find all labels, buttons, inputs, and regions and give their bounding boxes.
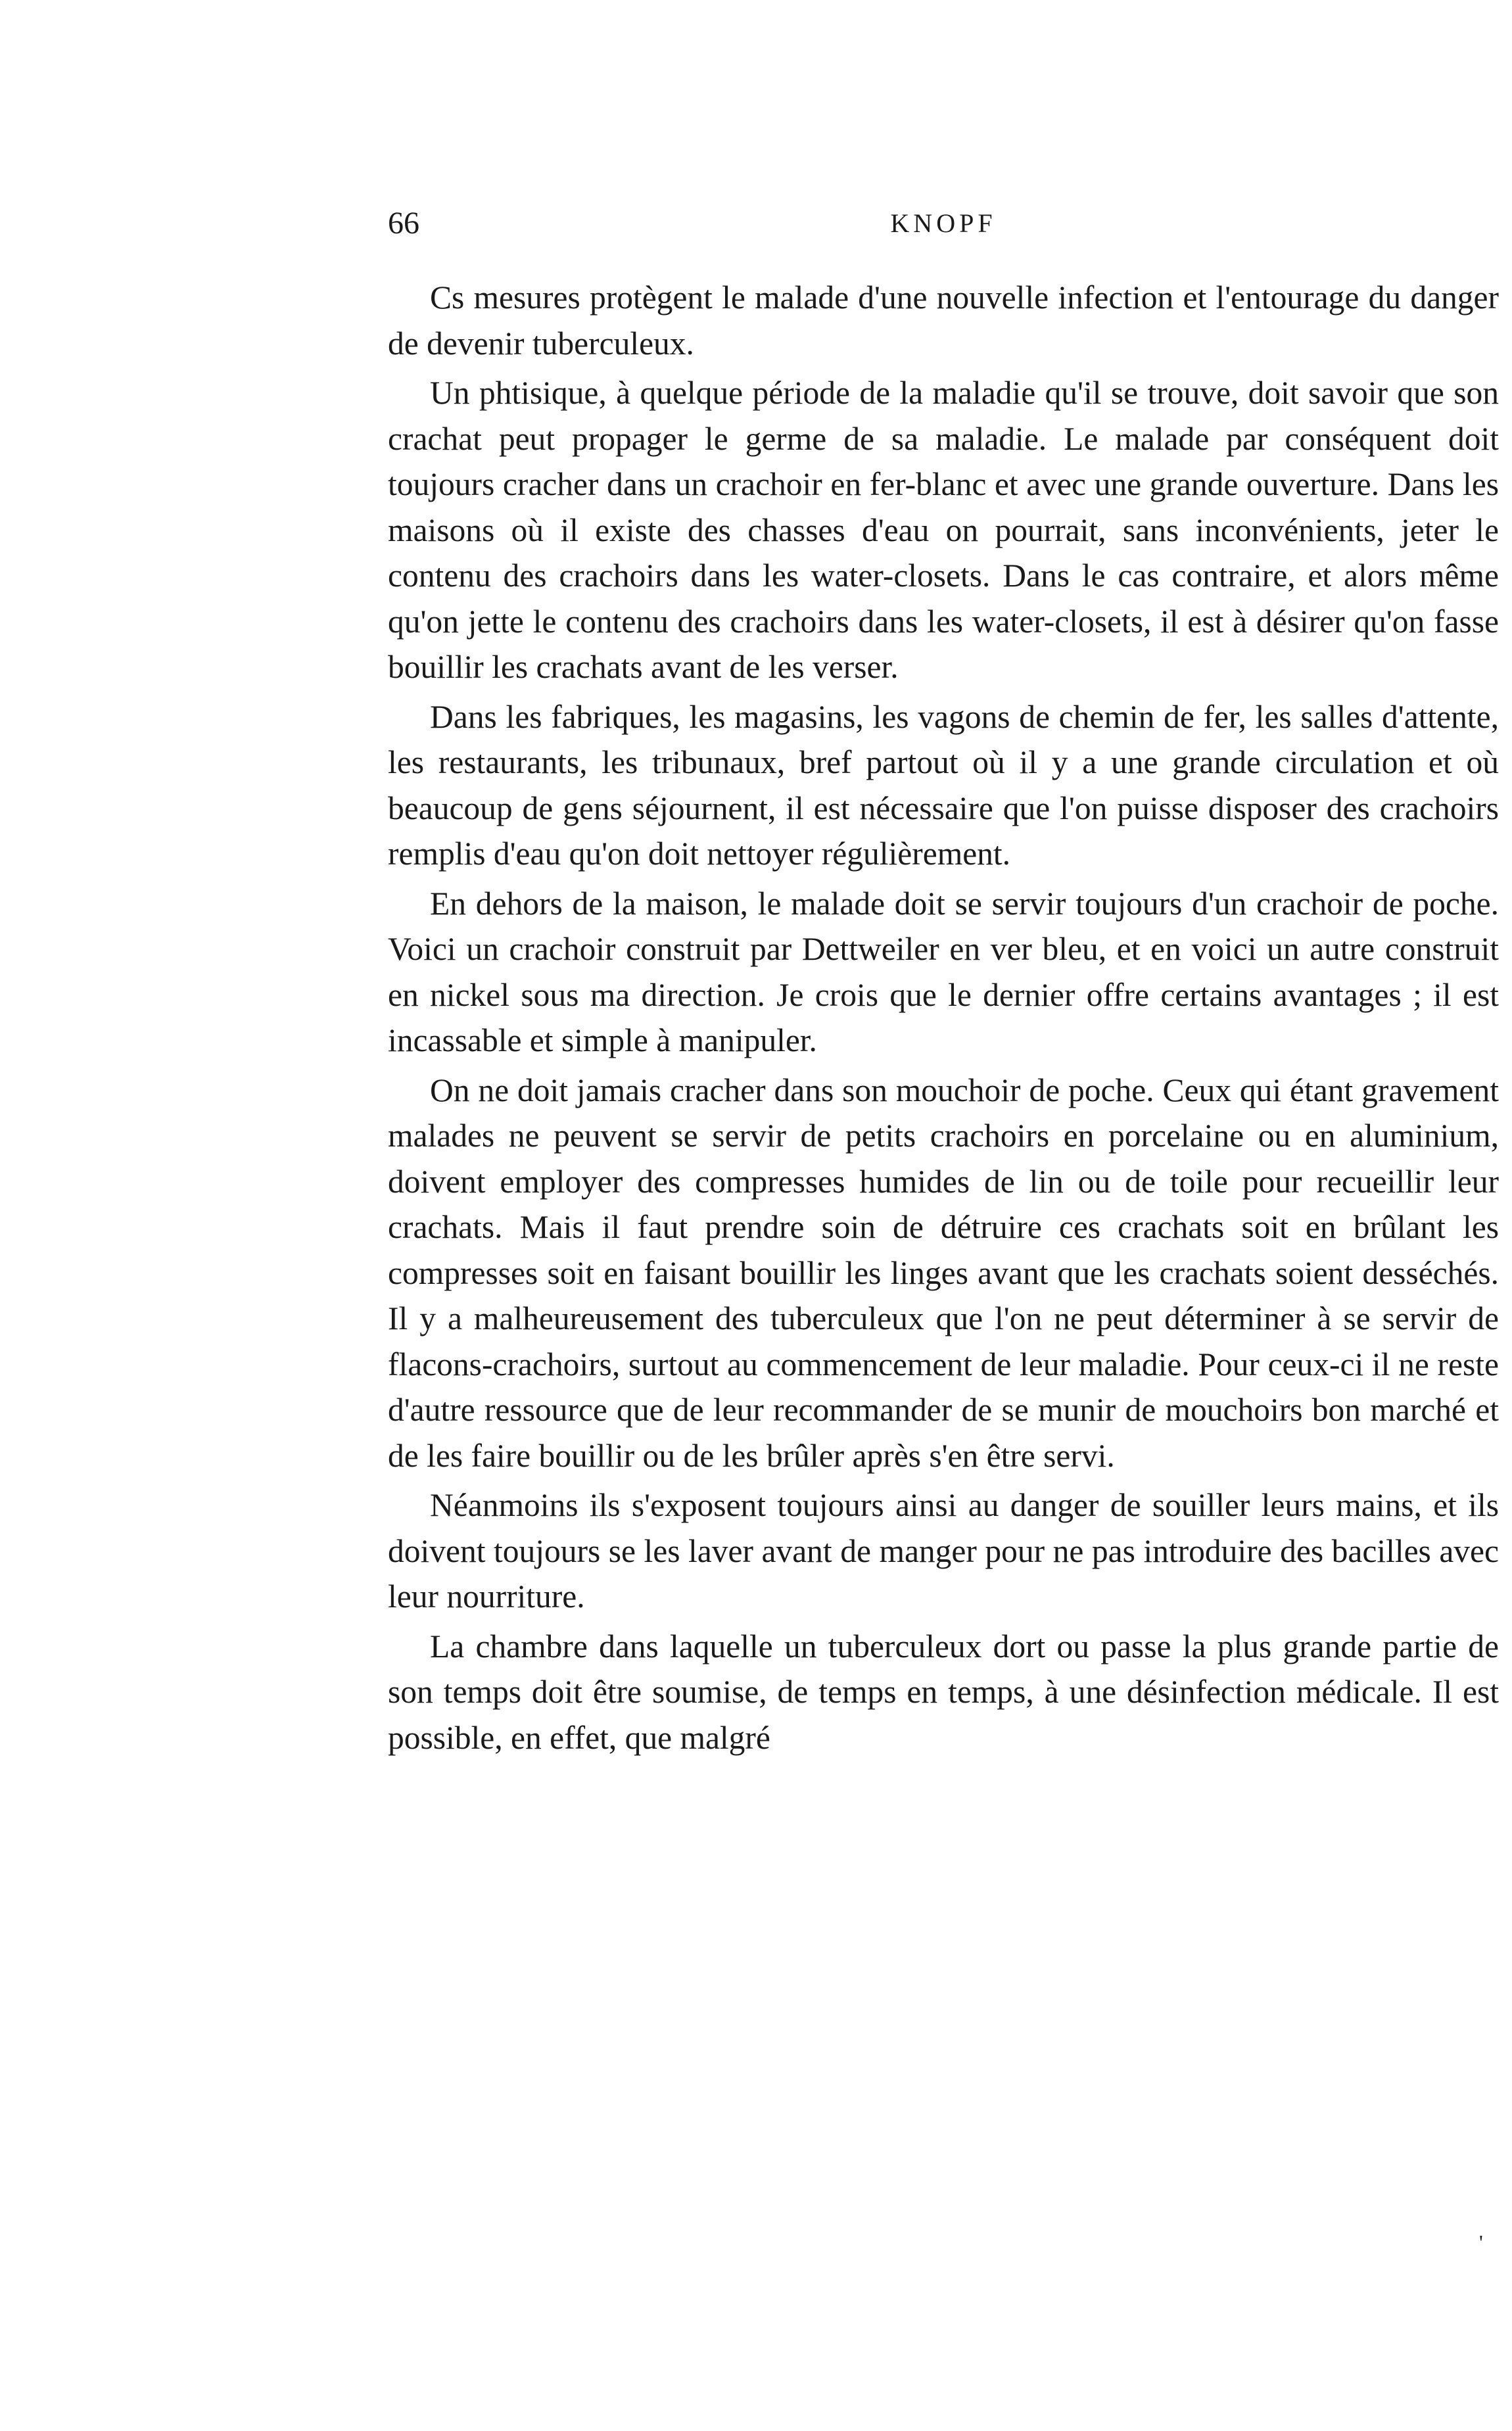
running-title: KNOPF	[890, 208, 997, 238]
paragraph: La chambre dans laquelle un tuberculeux dort ou passe la plus grande partie de son temps doit être soumise, de temps en temps, à une désinfection médicale. Il est possible, en effet, que malgré	[388, 1628, 1499, 1756]
paragraph: Néanmoins ils s'exposent toujours ainsi au danger de souiller leurs mains, et ils doivent toujours se les laver avant de manger pour ne pas introduire des bacilles avec leur nourriture.	[388, 1487, 1499, 1615]
paragraph: On ne doit jamais cracher dans son mouchoir de poche. Ceux qui étant gravement malades ne peuvent se servir de petits crachoirs en porcelaine ou en aluminium, doivent employer des compresses humides de lin ou de toile pour recueillir leur crachats. Mais il faut prendre soin de détruire ces crachats soit en brûlant les compresses soit en faisant bouillir les linges avant que les crachats soient desséchés. Il y a malheureusement des tuberculeux que l'on ne peut déterminer à se servir de flacons-crachoirs, surtout au commencement de leur maladie. Pour ceux-ci il ne reste d'autre ressource que de leur recommander de se munir de mouchoirs bon marché et de les faire bouillir ou de les brûler après s'en être servi.	[388, 1072, 1499, 1474]
body-text	[388, 275, 1499, 1760]
paragraph: Dans les fabriques, les magasins, les vagons de chemin de fer, les salles d'attente, les restaurants, les tribunaux, bref partout où il y a une grande circulation et où beaucoup de gens séjournent, il est nécessaire que l'on puisse disposer des crachoirs remplis d'eau qu'on doit nettoyer régulièrement.	[388, 698, 1499, 872]
running-head	[388, 197, 1499, 250]
paragraph: Un phtisique, à quelque période de la maladie qu'il se trouve, doit savoir que son crachat peut propager le germe de sa maladie. Le malade par conséquent doit toujours cracher dans un crachoir en fer-blanc et avec une grande ouverture. Dans les maisons où il existe des chasses d'eau on pourrait, sans inconvénients, jeter le contenu des crachoirs dans les water-closets. Dans le cas contraire, et alors même qu'on jette le contenu des crachoirs dans les water-closets, il est à désirer qu'on fasse bouillir les crachats avant de les verser.	[388, 375, 1499, 685]
paragraph: En dehors de la maison, le malade doit se servir toujours d'un crachoir de poche. Voici un crachoir construit par Dettweiler en ver bleu, et en voici un autre construit en nickel sous ma direction. Je crois que le dernier offre certains avantages ; il est incassable et simple à manipuler.	[388, 885, 1499, 1058]
page-number: 66	[388, 206, 419, 241]
paragraph: Cs mesures protègent le malade d'une nouvelle infection et l'entourage du danger de devenir tuberculeux.	[388, 279, 1499, 362]
stray-print-mark: '	[1479, 2230, 1483, 2254]
